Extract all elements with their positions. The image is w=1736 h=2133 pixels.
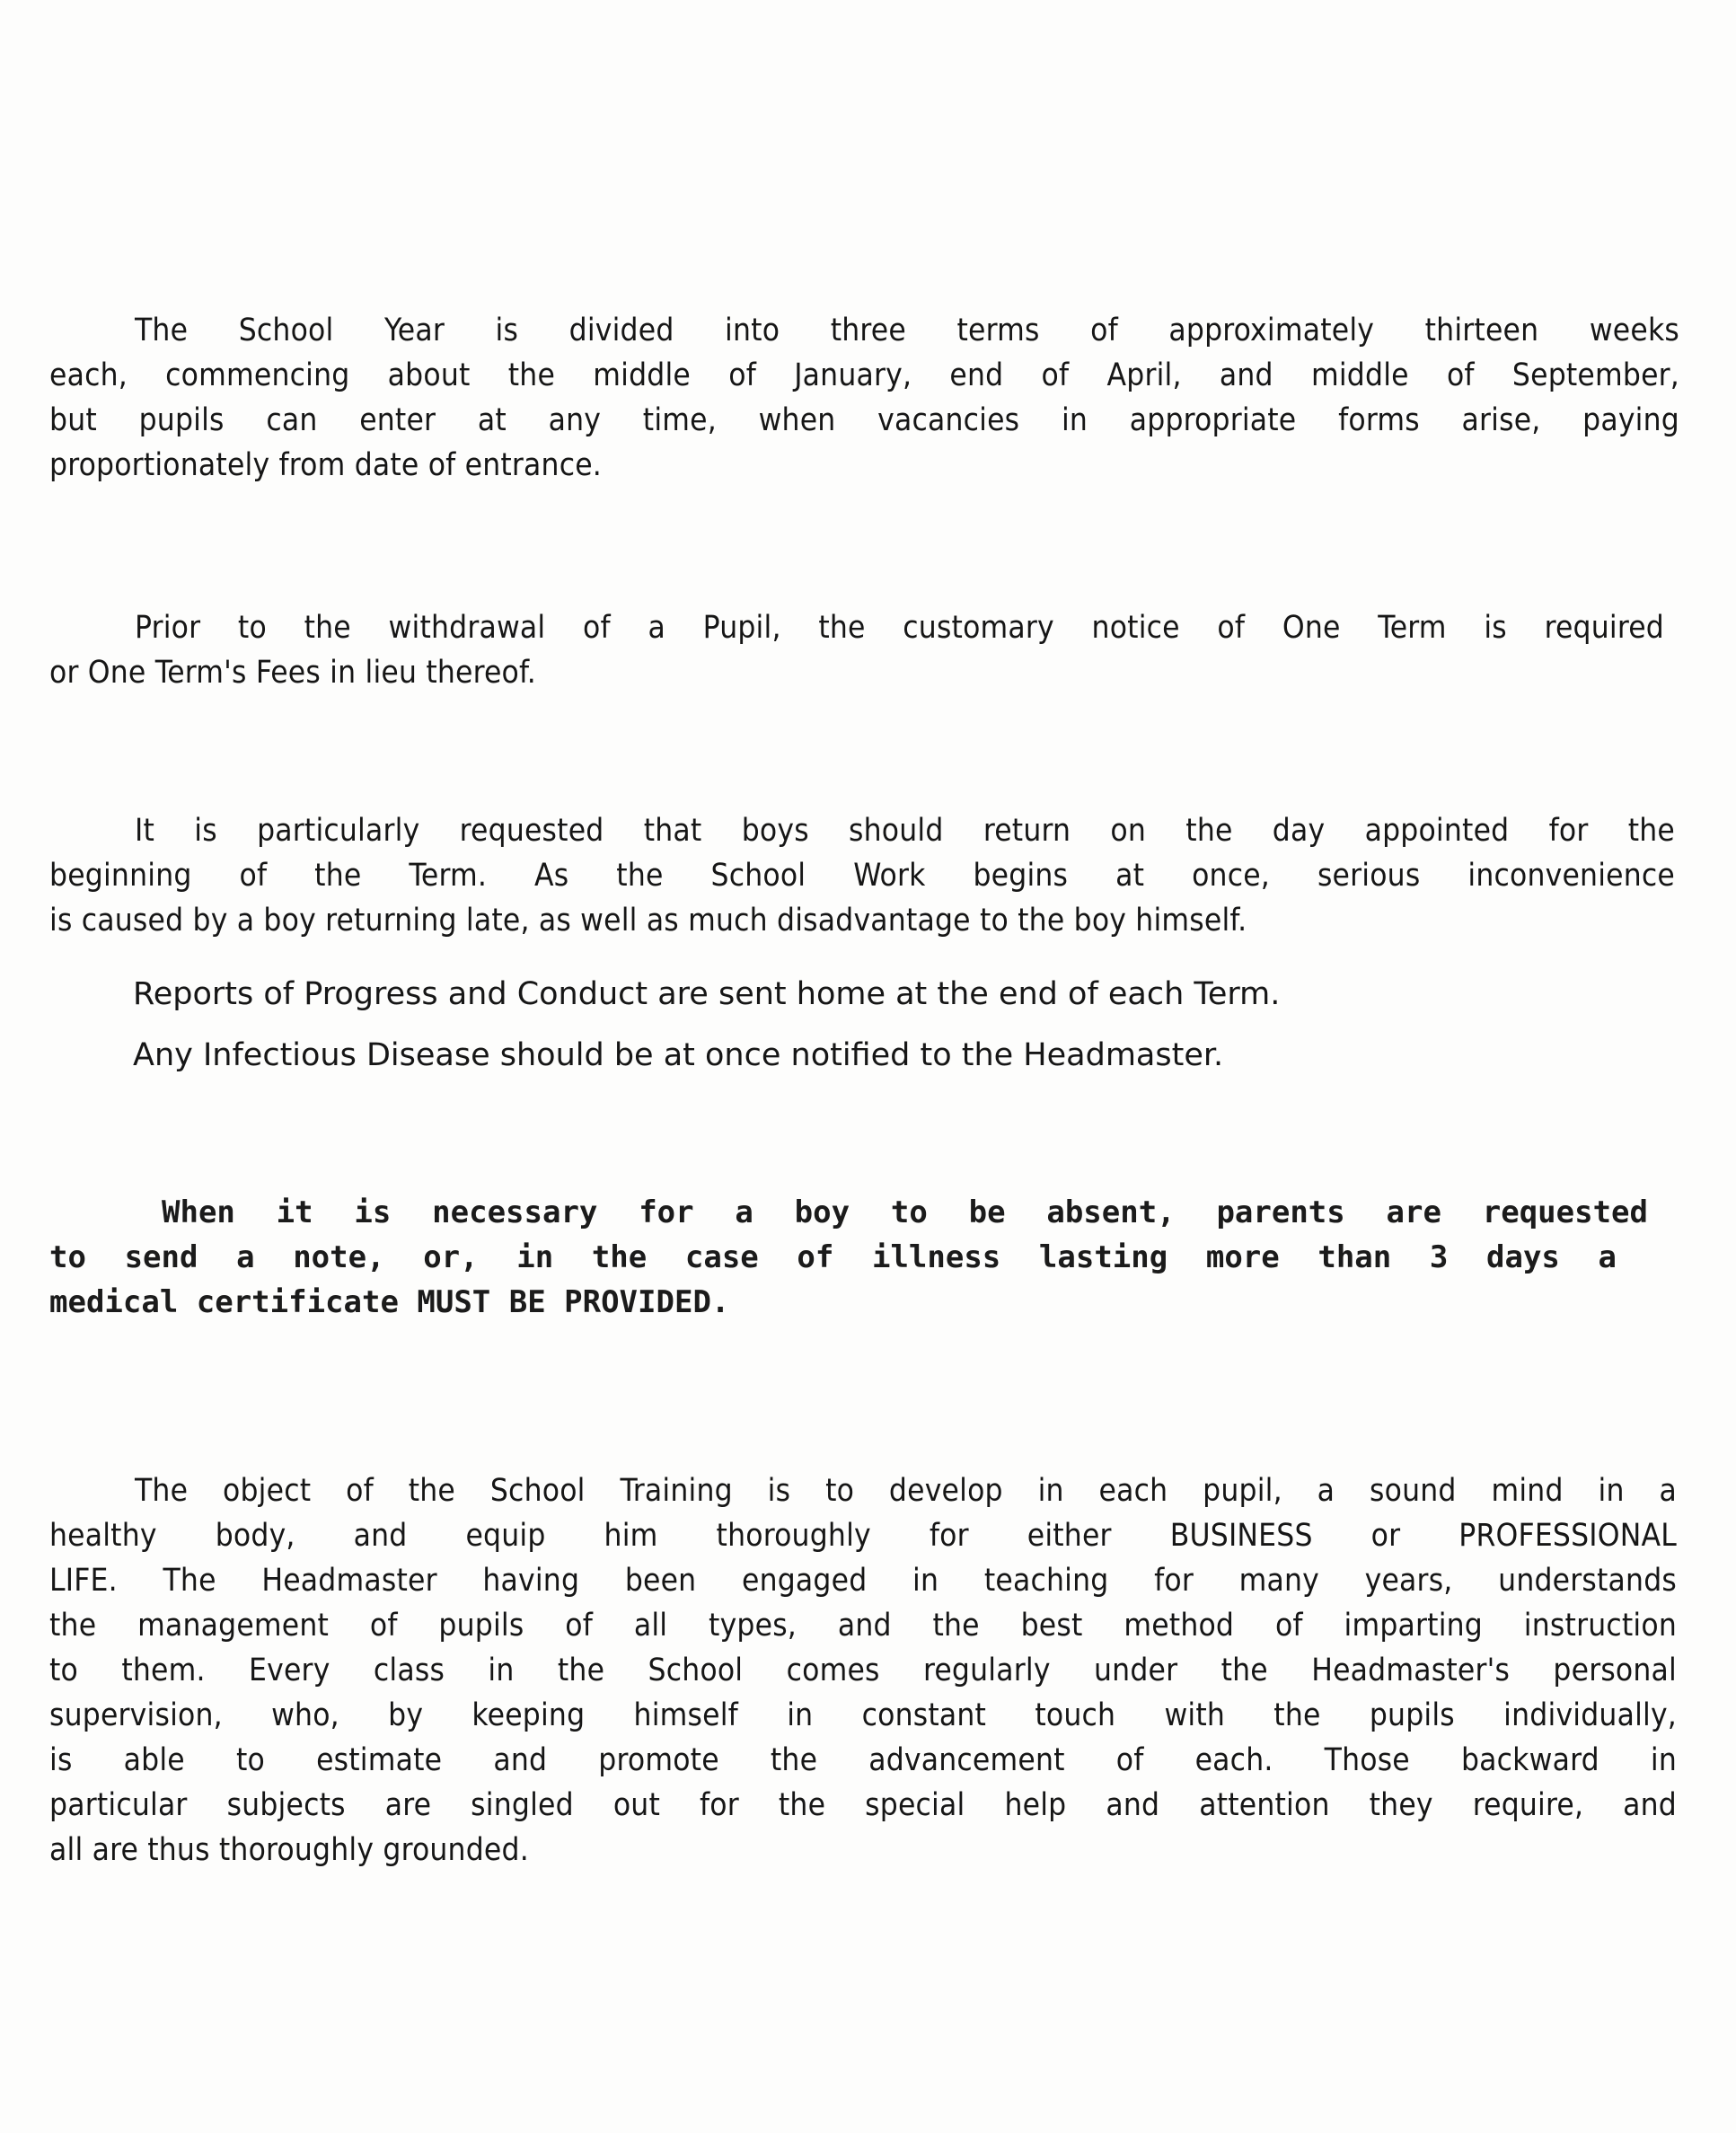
text-line: Any Infectious Disease should be at once notified to the Headmaster.: [133, 1037, 1224, 1073]
text-line: is caused by a boy returning late, as well as much disadvantage to the boy himself.: [49, 903, 1247, 939]
paragraph-return: [49, 808, 1675, 943]
text-line: or One Term's Fees in lieu thereof.: [49, 655, 536, 691]
text-line: The School Year is divided into three terms of approximately thirteen weeks: [135, 313, 1679, 348]
text-line: particular subjects are singled out for the special help and attention they require, and: [49, 1787, 1677, 1823]
text-line: supervision, who, by keeping himself in constant touch with the pupils individually,: [49, 1697, 1677, 1733]
paragraph-object: [49, 1468, 1677, 1873]
text-line: When it is necessary for a boy to be absent, parents are requested: [162, 1194, 1648, 1230]
text-line: The object of the School Training is to develop in each pupil, a sound mind in a: [135, 1473, 1677, 1509]
text-line: healthy body, and equip him thoroughly for either BUSINESS or PROFESSIONAL: [49, 1518, 1677, 1554]
text-line: medical certificate MUST BE PROVIDED.: [49, 1284, 730, 1320]
text-line: each, commencing about the middle of January, end of April, and middle of September,: [49, 357, 1679, 393]
paragraph-disease: [133, 1033, 1223, 1078]
text-line: Prior to the withdrawal of a Pupil, the customary notice of One Term is required: [135, 610, 1664, 646]
text-line: to them. Every class in the School comes regularly under the Headmaster's personal: [49, 1653, 1677, 1688]
text-line: but pupils can enter at any time, when vacancies in appropriate forms arise, paying: [49, 402, 1679, 438]
text-line: proportionately from date of entrance.: [49, 447, 602, 483]
text-line: is able to estimate and promote the advancement of each. Those backward in: [49, 1742, 1677, 1778]
text-line: Reports of Progress and Conduct are sent home at the end of each Term.: [133, 976, 1281, 1012]
text-line: LIFE. The Headmaster having been engaged in teaching for many years, understands: [49, 1563, 1677, 1599]
paragraph-absence: [49, 1190, 1648, 1325]
text-line: the management of pupils of all types, and the best method of imparting instruction: [49, 1608, 1677, 1644]
text-line: to send a note, or, in the case of illness lasting more than 3 days a: [49, 1239, 1617, 1275]
paragraph-reports: [133, 972, 1280, 1017]
text-line: beginning of the Term. As the School Work begins at once, serious inconvenience: [49, 858, 1675, 894]
text-line: all are thus thoroughly grounded.: [49, 1832, 529, 1868]
paragraph-withdrawal: [49, 605, 1664, 695]
paragraph-school-year: [49, 308, 1679, 488]
text-line: It is particularly requested that boys should return on the day appointed for the: [135, 813, 1675, 849]
